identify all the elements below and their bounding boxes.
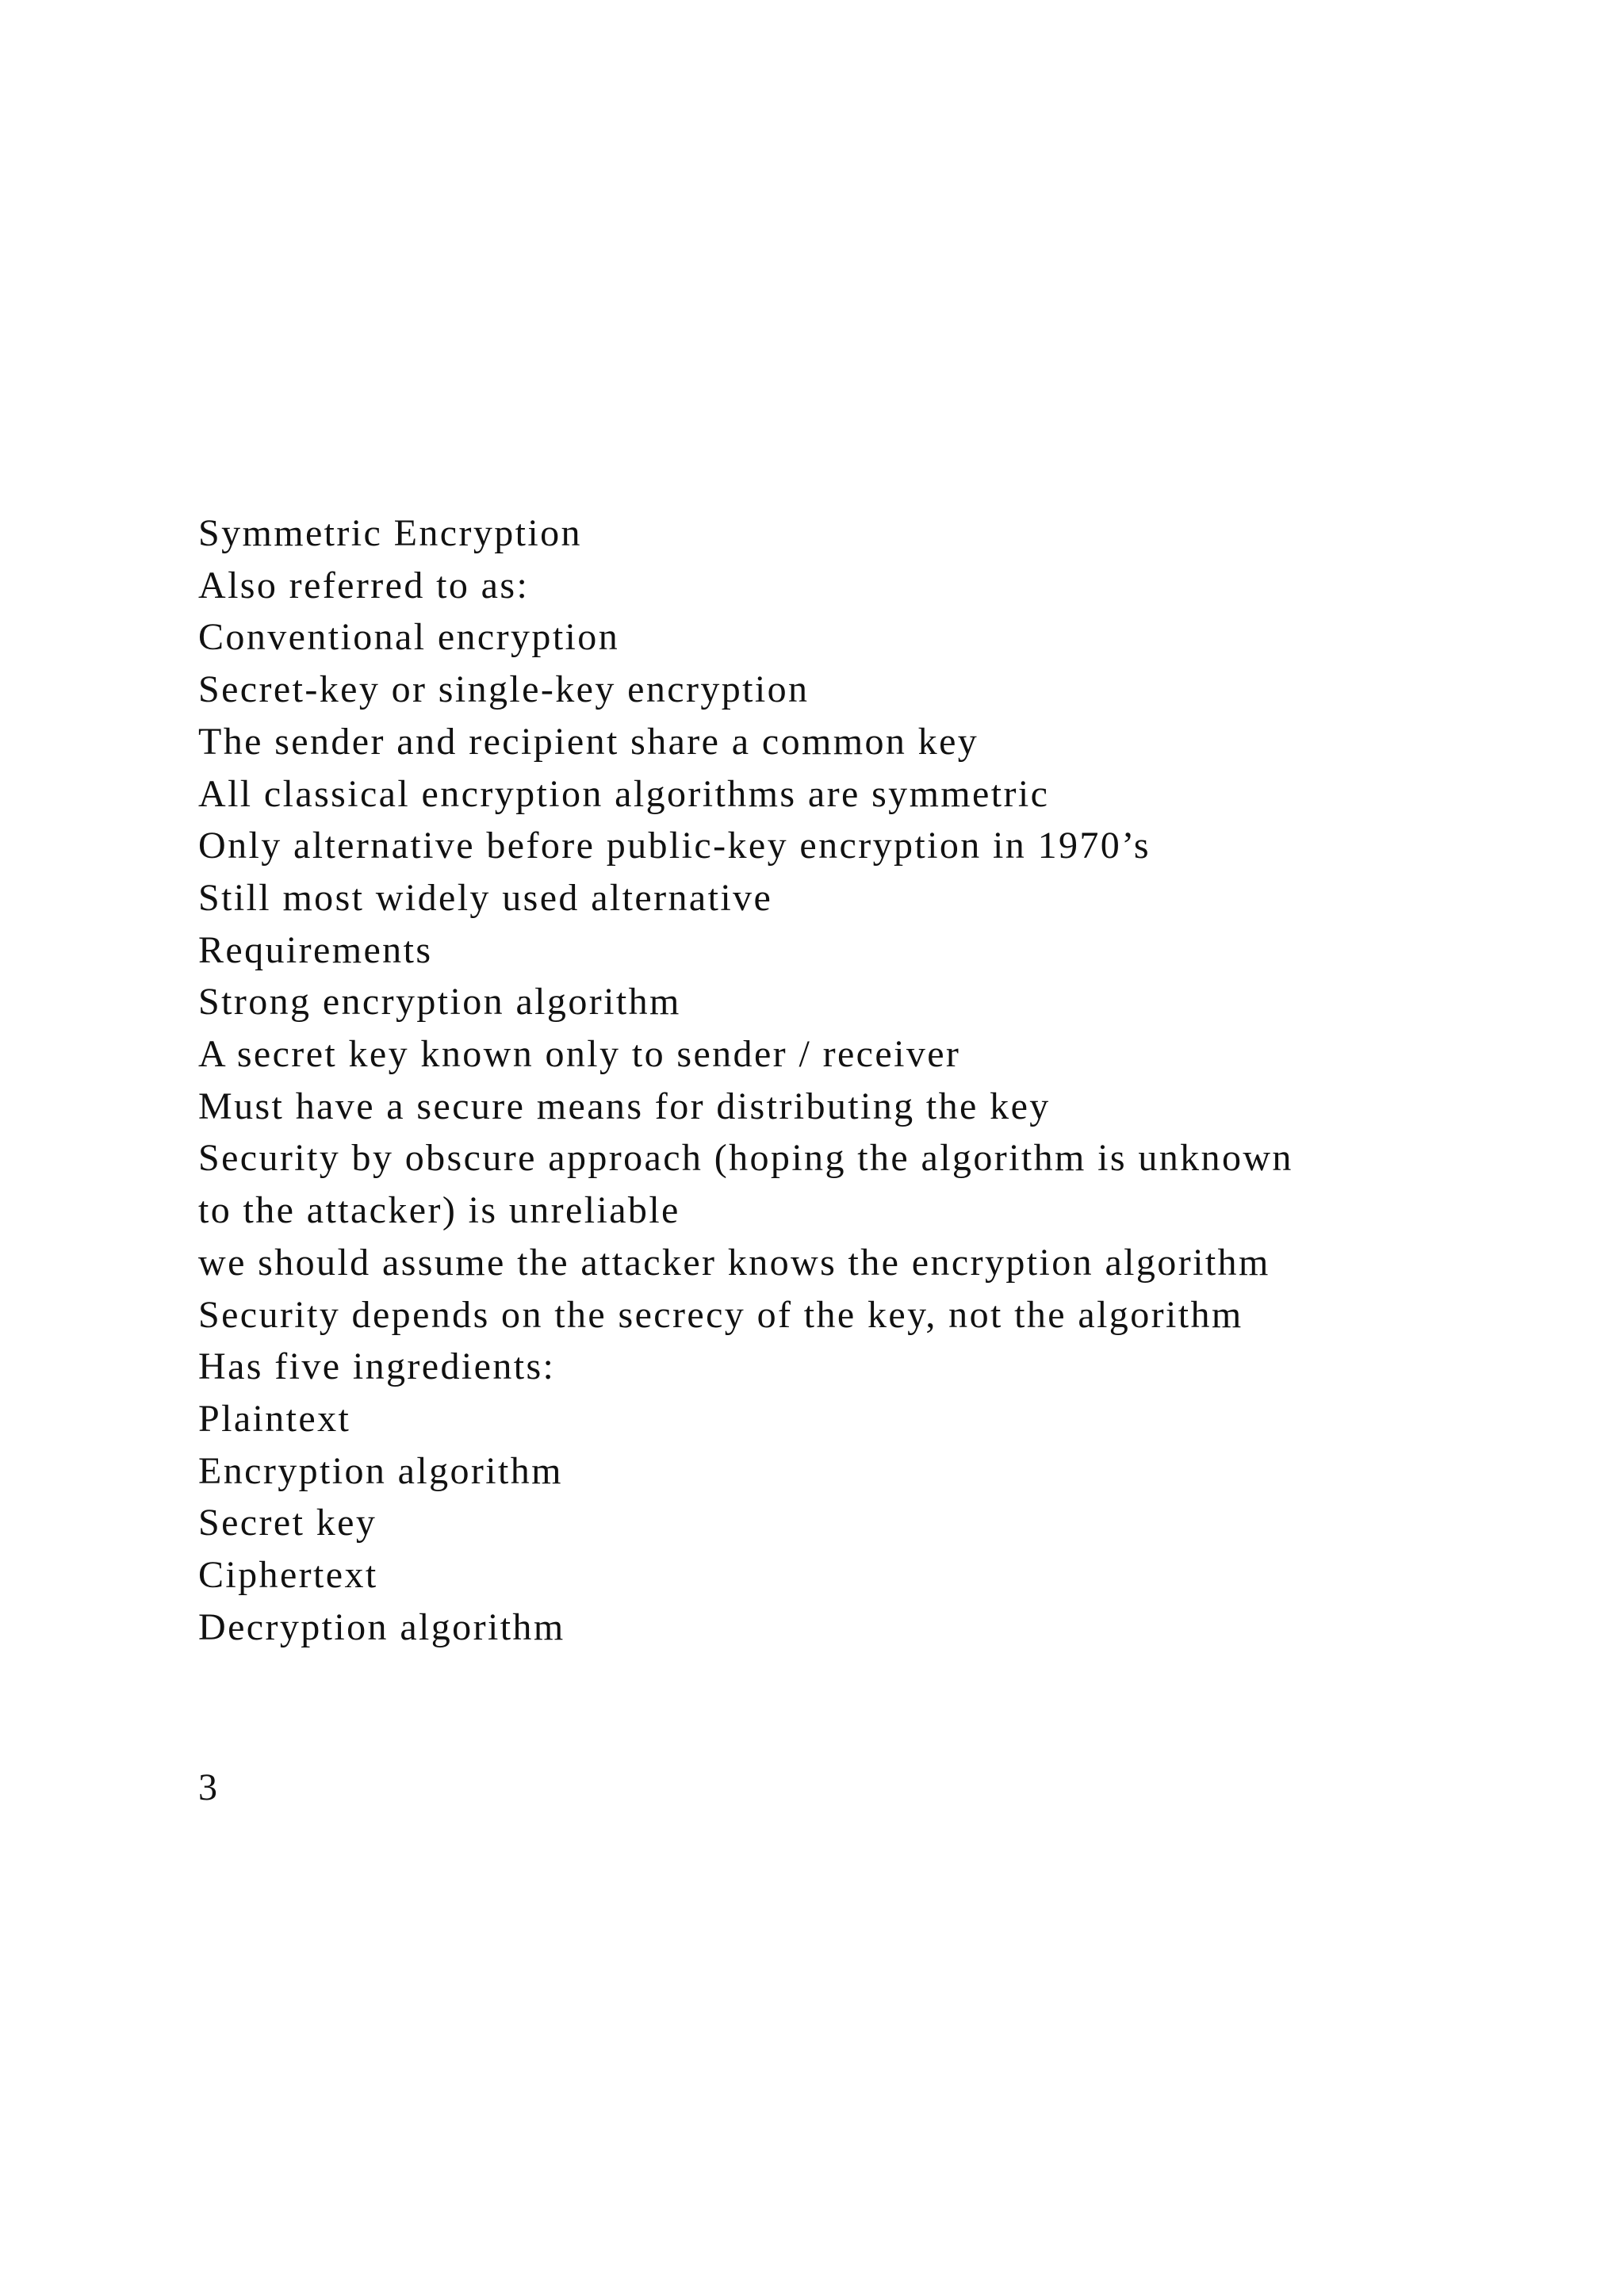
text-line: we should assume the attacker knows the encryption algorithm <box>198 1241 1270 1284</box>
heading-ingredients: Has five ingredients: <box>198 1345 556 1388</box>
text-line: Still most widely used alternative <box>198 876 773 919</box>
text-line: Strong encryption algorithm <box>198 981 681 1024</box>
text-line: Security depends on the secrecy of the key, not the algorithm <box>198 1293 1243 1336</box>
text-line: Also referred to as: <box>198 564 530 607</box>
text-line: Secret key <box>198 1502 377 1544</box>
text-line: Secret-key or single-key encryption <box>198 668 810 711</box>
text-line: to the attacker) is unreliable <box>198 1189 680 1232</box>
text-line: Security by obscure approach (hoping the algorithm is unknown <box>198 1137 1293 1180</box>
page-number: 3 <box>198 1766 217 1808</box>
body-text <box>198 507 1507 1653</box>
heading-symmetric-encryption: Symmetric Encryption <box>198 512 582 554</box>
text-line: A secret key known only to sender / receiver <box>198 1033 961 1076</box>
text-line: Decryption algorithm <box>198 1605 565 1648</box>
text-line: The sender and recipient share a common key <box>198 720 979 763</box>
text-line: Plaintext <box>198 1397 351 1440</box>
text-line: Must have a secure means for distributing the key <box>198 1085 1051 1127</box>
text-line: Encryption algorithm <box>198 1449 563 1492</box>
text-line: Only alternative before public-key encryption in 1970’s <box>198 825 1151 867</box>
text-line: Ciphertext <box>198 1554 378 1597</box>
text-line: All classical encryption algorithms are symmetric <box>198 772 1050 815</box>
text-line: Conventional encryption <box>198 616 620 659</box>
heading-requirements: Requirements <box>198 928 433 971</box>
